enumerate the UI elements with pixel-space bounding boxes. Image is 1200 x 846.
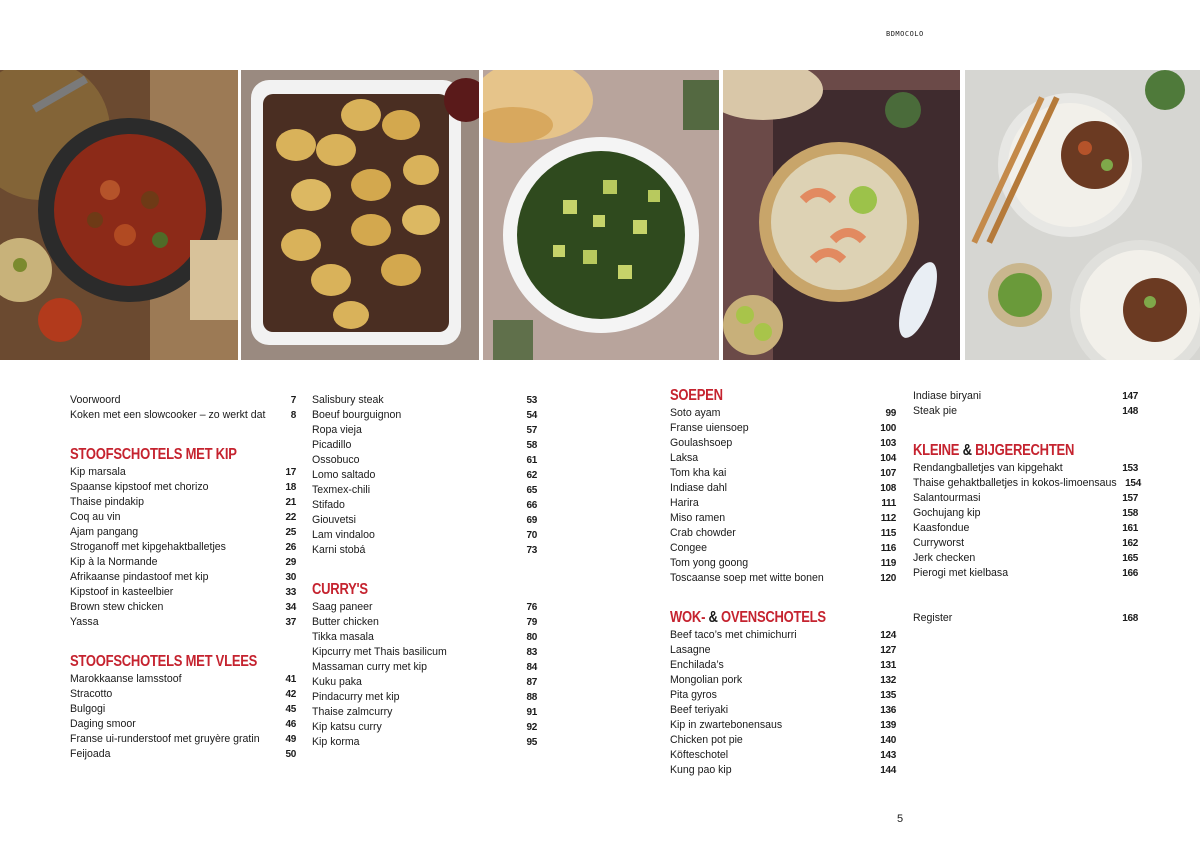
toc-entry[interactable]: Kip marsala 17: [70, 466, 296, 478]
toc-entry[interactable]: Soto ayam 99: [670, 407, 896, 419]
toc-entry[interactable]: Harira 111: [670, 497, 896, 509]
toc-entry[interactable]: Rendangballetjes van kipgehakt 153: [913, 462, 1138, 474]
toc-entry[interactable]: Goulashsoep 103: [670, 437, 896, 449]
toc-entry[interactable]: Yassa 37: [70, 616, 296, 628]
toc-entry[interactable]: Ossobuco 61: [312, 454, 537, 466]
toc-entry[interactable]: Massaman curry met kip 84: [312, 661, 537, 673]
toc-entry[interactable]: Franse uiensoep 100: [670, 422, 896, 434]
toc-entry[interactable]: Thaise gehaktballetjes in kokos-limoensaus 154: [913, 477, 1141, 489]
toc-entry[interactable]: Ajam pangang 25: [70, 526, 296, 538]
toc-section-stoofschotels-vlees: [70, 652, 298, 762]
toc-entry[interactable]: Lomo saltado 62: [312, 469, 537, 481]
toc-entry[interactable]: Tom yong goong 119: [670, 557, 896, 569]
toc-entry[interactable]: Kipstoof in kasteelbier 33: [70, 586, 296, 598]
section-heading: STOOFSCHOTELS MET VLEES: [70, 653, 258, 670]
toc-entry[interactable]: Franse ui-runderstoof met gruyère gratin 49: [70, 733, 296, 745]
toc-entry[interactable]: Lasagne 127: [670, 644, 896, 656]
toc-entry[interactable]: Kip katsu curry 92: [312, 721, 537, 733]
toc-entry[interactable]: Salisbury steak 53: [312, 394, 537, 406]
toc-entry[interactable]: Register 168: [913, 612, 1138, 624]
toc-entry[interactable]: Voorwoord 7: [70, 394, 296, 406]
section-heading: WOK- & OVENSCHOTELS: [670, 609, 826, 626]
toc-entry[interactable]: Crab chowder 115: [670, 527, 896, 539]
toc-entry[interactable]: Enchilada’s 131: [670, 659, 896, 671]
toc-entry[interactable]: Mongolian pork 132: [670, 674, 896, 686]
toc-entry[interactable]: Kip in zwartebonensaus 139: [670, 719, 896, 731]
photo-casserole-dish: [241, 70, 479, 360]
toc-entry[interactable]: Coq au vin 22: [70, 511, 296, 523]
toc-section-vlees-continued: [312, 393, 540, 558]
toc-entry[interactable]: Picadillo 58: [312, 439, 537, 451]
section-heading: CURRY'S: [312, 581, 368, 598]
toc-section-register: [913, 611, 1141, 626]
toc-column-2: [312, 393, 540, 772]
toc-entry[interactable]: Kipcurry met Thais basilicum 83: [312, 646, 537, 658]
photo-tom-yong-goong: [723, 70, 960, 360]
toc-entry[interactable]: Laksa 104: [670, 452, 896, 464]
toc-column-1: [70, 393, 298, 784]
toc-entry[interactable]: Stroganoff met kipgehaktballetjes 26: [70, 541, 296, 553]
section-heading: KLEINE & BIJGERECHTEN: [913, 442, 1075, 459]
toc-entry[interactable]: Indiase dahl 108: [670, 482, 896, 494]
toc-entry[interactable]: Daging smoor 46: [70, 718, 296, 730]
toc-entry[interactable]: Texmex-chili 65: [312, 484, 537, 496]
toc-entry[interactable]: Pindacurry met kip 88: [312, 691, 537, 703]
toc-entry[interactable]: Indiase biryani 147: [913, 390, 1138, 402]
toc-entry[interactable]: Spaanse kipstoof met chorizo 18: [70, 481, 296, 493]
toc-entry[interactable]: Karni stobá 73: [312, 544, 537, 556]
toc-entry[interactable]: Toscaanse soep met witte bonen 120: [670, 572, 896, 584]
toc-entry[interactable]: Thaise zalmcurry 91: [312, 706, 537, 718]
photo-saag-paneer: [483, 70, 719, 360]
toc-section-stoofschotels-kip: [70, 445, 298, 630]
toc-entry[interactable]: Kuku paka 87: [312, 676, 537, 688]
toc-entry[interactable]: Jerk checken 165: [913, 552, 1138, 564]
photo-strip: [0, 70, 1200, 360]
toc-section-soepen: [670, 386, 898, 586]
toc-entry[interactable]: Curryworst 162: [913, 537, 1138, 549]
toc-entry[interactable]: Kip korma 95: [312, 736, 537, 748]
toc-entry[interactable]: Kung pao kip 144: [670, 764, 896, 776]
toc-entry[interactable]: Salantourmasi 157: [913, 492, 1138, 504]
toc-entry[interactable]: Beef teriyaki 136: [670, 704, 896, 716]
toc-section-intro: [70, 393, 298, 423]
toc-entry[interactable]: Feijoada 50: [70, 748, 296, 760]
toc-entry[interactable]: Kaasfondue 161: [913, 522, 1138, 534]
toc-entry[interactable]: Stracotto 42: [70, 688, 296, 700]
toc-entry[interactable]: Chicken pot pie 140: [670, 734, 896, 746]
toc-column-3: [670, 386, 898, 800]
toc-entry[interactable]: Steak pie 148: [913, 405, 1138, 417]
ampersand: &: [962, 442, 972, 459]
toc-entry[interactable]: Lam vindaloo 70: [312, 529, 537, 541]
toc-section-ovenschotels-continued: [913, 389, 1141, 419]
section-heading: SOEPEN: [670, 387, 723, 404]
toc-entry[interactable]: Köfteschotel 143: [670, 749, 896, 761]
toc-entry[interactable]: Boeuf bourguignon 54: [312, 409, 537, 421]
toc-entry[interactable]: Brown stew chicken 34: [70, 601, 296, 613]
section-heading: STOOFSCHOTELS MET KIP: [70, 446, 237, 463]
photo-stew-pan: [0, 70, 238, 360]
toc-entry[interactable]: Beef taco’s met chimichurri 124: [670, 629, 896, 641]
toc-entry[interactable]: Congee 116: [670, 542, 896, 554]
toc-entry[interactable]: Butter chicken 79: [312, 616, 537, 628]
toc-column-4: [913, 389, 1141, 648]
toc-entry[interactable]: Thaise pindakip 21: [70, 496, 296, 508]
toc-entry[interactable]: Tikka masala 80: [312, 631, 537, 643]
toc-entry[interactable]: Gochujang kip 158: [913, 507, 1138, 519]
ampersand: &: [708, 609, 718, 626]
logo-mark: BDMOCOLO: [886, 30, 924, 38]
toc-entry[interactable]: Tom kha kai 107: [670, 467, 896, 479]
toc-entry[interactable]: Stifado 66: [312, 499, 537, 511]
toc-section-kleine-bijgerechten: [913, 441, 1141, 581]
toc-entry[interactable]: Saag paneer 76: [312, 601, 537, 613]
toc-entry[interactable]: Marokkaanse lamsstoof 41: [70, 673, 296, 685]
toc-entry[interactable]: Pierogi met kielbasa 166: [913, 567, 1138, 579]
toc-entry[interactable]: Ropa vieja 57: [312, 424, 537, 436]
page-number: 5: [897, 813, 904, 825]
toc-entry[interactable]: Bulgogi 45: [70, 703, 296, 715]
toc-entry[interactable]: Pita gyros 135: [670, 689, 896, 701]
toc-entry[interactable]: Koken met een slowcooker – zo werkt dat 8: [70, 409, 296, 421]
toc-entry[interactable]: Miso ramen 112: [670, 512, 896, 524]
toc-entry[interactable]: Afrikaanse pindastoof met kip 30: [70, 571, 296, 583]
toc-section-wok-ovenschotels: [670, 608, 898, 778]
photo-kung-pao-rice: [965, 70, 1200, 360]
toc-entry[interactable]: Kip à la Normande 29: [70, 556, 296, 568]
toc-entry[interactable]: Giouvetsi 69: [312, 514, 537, 526]
toc-section-currys: [312, 580, 540, 750]
